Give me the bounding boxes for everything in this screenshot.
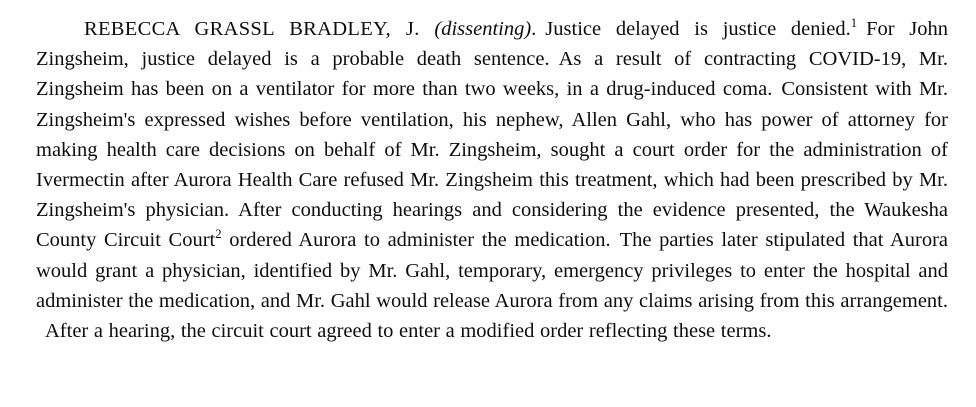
opinion-sentence-5b: ordered Aurora to administer the medication. [229,229,611,252]
opinion-disposition: (dissenting) [434,18,532,40]
opinion-sentence-7: After a hearing, the circuit court agreed to enter a modified order reflecting these terms. [45,320,772,343]
opinion-sentence-5a: After conducting hearings and considering the evidence presented, the Waukesha County Circuit Court [36,199,948,252]
opinion-sentence-6: The parties later stipulated that Aurora would grant a physician, identified by Mr. Gahl, temporary, emergency privileges to enter the hospital and administer the medication, and Mr. Gahl would release Aurora from any claims arising from this arrangement. [36,229,948,312]
opinion-sentence-1: Justice delayed is justice denied. [545,18,851,40]
opinion-author: REBECCA GRASSL BRADLEY, J. [84,18,420,40]
opinion-sentence-2: For John Zingsheim, justice delayed is a probable death sentence. [36,18,948,71]
footnote-marker-2[interactable]: 2 [215,227,222,242]
footnote-marker-1[interactable]: 1 [850,16,858,31]
opinion-paragraph: REBECCA GRASSL BRADLEY, J. (dissenting). Justice delayed is justice denied.$^1$ For John Zingsheim, justice delayed is a probable death sentence. As a result of contracting COVID-19, Mr. Zingsheim has been on a ventilator for more than two weeks, in a drug-induced coma. Consistent with Mr. Zingsheim's expressed wishes before ventilation, his nephew, Allen Gahl, who has power of attorney for making health care decisions on behalf of Mr. Zingsheim, sought a court order for the administration of Ivermectin after Aurora Health Care refused Mr. Zingsheim this treatment, which had been prescribed by Mr. Zingsheim's physician. After conducting hearings and considering the evidence presented, the Waukesha County Circuit Court$^2$ ordered Aurora to administer the medication. The parties later stipulated that Aurora would grant a physician, identified by Mr. Gahl, temporary, emergency privileges to enter the hospital and administer the medication, and Mr. Gahl would release Aurora from any claims arising from this arrangement.After a hearing, the circuit court agreed to enter a modified order reflecting these terms. [36,16,948,343]
opinion-sentence-3: As a result of contracting COVID-19, Mr. Zingsheim has been on a ventilator for more than two weeks, in a drug-induced coma. [36,48,948,101]
opinion-sentence-4: Consistent with Mr. Zingsheim's expressed wishes before ventilation, his nephew, Allen Gahl, who has power of attorney for making health care decisions on behalf of Mr. Zingsheim, sought a court order for the administration of Ivermectin after Aurora Health Care refused Mr. Zingsheim this treatment, which had been prescribed by Mr. Zingsheim's physician. [36,78,948,222]
